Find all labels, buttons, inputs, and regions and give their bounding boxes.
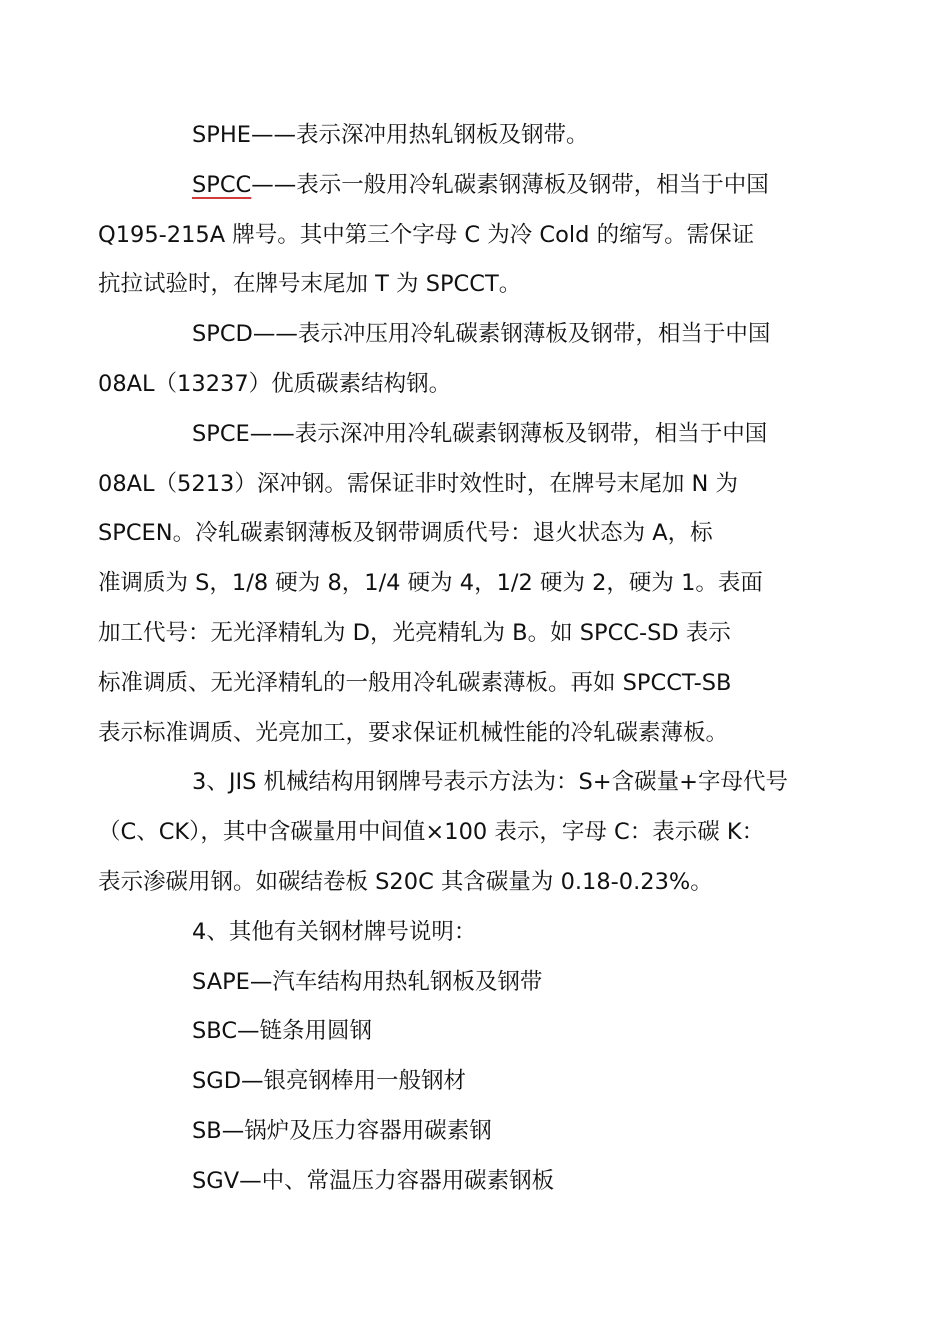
list-item-sape <box>145 958 808 1008</box>
text-line: （C、CK），其中含碳量用中间值×100 表示，字母 C：表示碳 K： <box>98 819 765 846</box>
paragraph-spcd <box>98 310 808 410</box>
text-line: SPCD——表示冲压用冷轧碳素钢薄板及钢带，相当于中国 <box>192 321 771 348</box>
text-line: SPCEN。冷轧碳素钢薄板及钢带调质代号：退火状态为 A，标 <box>98 520 713 547</box>
text-line: 表示渗碳用钢。如碳结卷板 S20C 其含碳量为 0.18-0.23%。 <box>98 868 713 895</box>
paragraph-other-heading <box>145 908 808 958</box>
paragraph-spce <box>98 410 808 759</box>
text-line: 加工代号：无光泽精轧为 D，光亮精轧为 B。如 SPCC-SD 表示 <box>98 619 731 646</box>
text-line: SAPE—汽车结构用热轧钢板及钢带 <box>192 968 543 995</box>
text-segment: ——表示一般用冷轧碳素钢薄板及钢带，相当于中国 <box>251 171 769 198</box>
text-line: 表示标准调质、光亮加工，要求保证机械性能的冷轧碳素薄板。 <box>98 719 729 746</box>
paragraph-jis <box>98 758 808 907</box>
text-line: SGD—银亮钢棒用一般钢材 <box>192 1068 467 1095</box>
text-line: Q195-215A 牌号。其中第三个字母 C 为冷 Cold 的缩写。需保证 <box>98 221 755 248</box>
text-line: SB—锅炉及压力容器用碳素钢 <box>192 1117 492 1144</box>
paragraph-sphe <box>145 111 808 161</box>
text-line: SPCE——表示深冲用冷轧碳素钢薄板及钢带，相当于中国 <box>192 420 768 447</box>
text-line: SGV—中、常温压力容器用碳素钢板 <box>192 1167 555 1194</box>
text-line: SPHE——表示深冲用热轧钢板及钢带。 <box>192 122 589 148</box>
spellcheck-marked-word: SPCC <box>192 171 252 198</box>
list-item-sgv <box>145 1157 808 1207</box>
list-item-sgd <box>145 1057 808 1107</box>
text-line: 抗拉试验时，在牌号末尾加 T 为 SPCCT。 <box>98 271 522 298</box>
document-body <box>98 111 808 1207</box>
text-line: 3、JIS 机械结构用钢牌号表示方法为：S+含碳量+字母代号 <box>192 769 789 796</box>
text-line: 准调质为 S，1/8 硬为 8，1/4 硬为 4，1/2 硬为 2，硬为 1。表面 <box>98 570 763 597</box>
text-line: 4、其他有关钢材牌号说明： <box>192 918 477 945</box>
text-line: 标准调质、无光泽精轧的一般用冷轧碳素薄板。再如 SPCCT-SB <box>98 669 732 696</box>
text-line: 08AL（13237）优质碳素结构钢。 <box>98 370 452 397</box>
list-item-sb <box>145 1107 808 1157</box>
text-line: 08AL（5213）深冲钢。需保证非时效性时，在牌号末尾加 N 为 <box>98 470 738 497</box>
text-line: SBC—链条用圆钢 <box>192 1018 373 1045</box>
list-item-sbc <box>145 1007 808 1057</box>
paragraph-spcc <box>98 161 808 310</box>
text-line <box>145 161 808 211</box>
